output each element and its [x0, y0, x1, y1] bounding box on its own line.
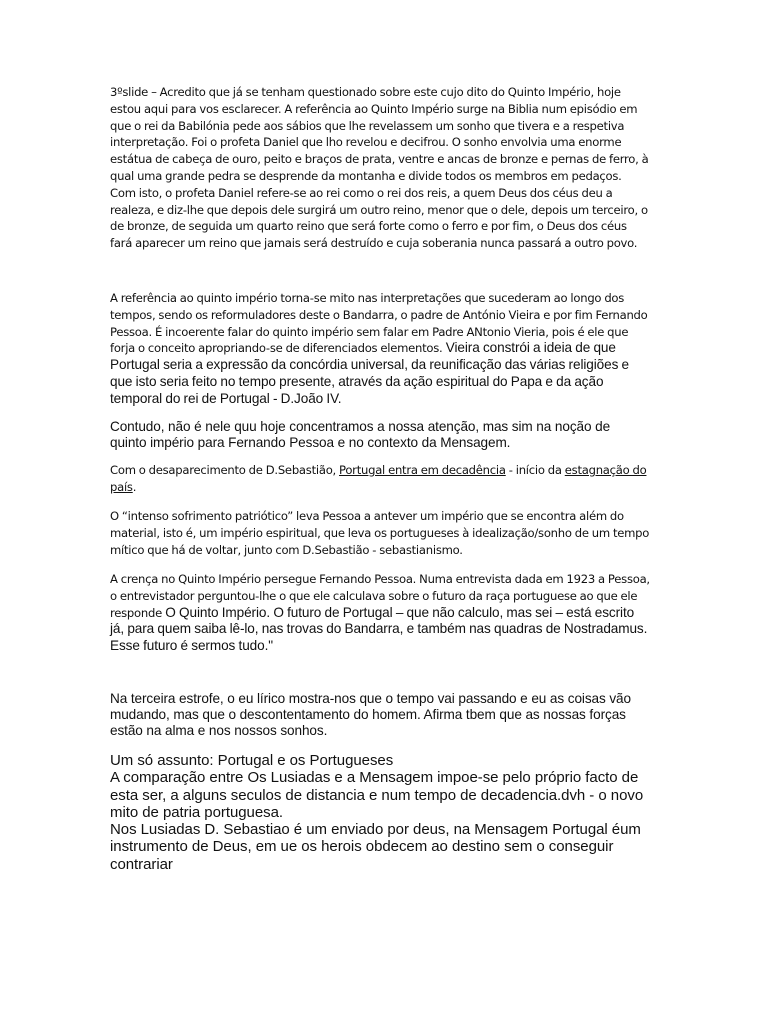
- line-assunto: Um só assunto: Portugal e os Portugueses: [110, 752, 394, 769]
- paragraph-text-calibri: A crença no Quinto Império persegue Fernando Pessoa. Numa entrevista dada em 1923 a Pessoa, o entrevistador perguntou-lhe o que ele calculava sobre o futuro da raça portuguese ao que ele responde: [110, 572, 650, 620]
- paragraph-text: O “intenso sofrimento patriótico” leva Pessoa a antever um império que se encontra além do material, isto é, um império espiritual, que leva os portugueses à idealização/sonho de um tempo mítico que há de voltar, junto com D.Sebastião - sebastianismo.: [110, 509, 650, 557]
- underlined-decadencia: Portugal entra em decadência: [339, 463, 506, 477]
- paragraph-sofrimento-patriotico: [110, 508, 650, 558]
- paragraph-text: Contudo, não é nele quu hoje concentramos a nossa atenção, mas sim na noção de quinto império para Fernando Pessoa e no contexto da Mensagem.: [110, 419, 611, 450]
- paragraph-contudo: [110, 419, 650, 451]
- paragraph-text-arial: O Quinto Império. O futuro de Portugal – que não calculo, mas sei – está escrito já, para quem saiba lê-lo, nas trovas do Bandarra, e também nas quadras de Nostradamus. Esse futuro é sermos tudo.": [110, 604, 648, 654]
- paragraph-text: - início da: [505, 463, 565, 477]
- paragraph-referencia-mito: [110, 290, 650, 408]
- paragraph-crenca-quinto-imperio: [110, 571, 650, 655]
- paragraph-quinto-imperio-biblia: [110, 84, 650, 252]
- paragraph-text: Com o desaparecimento de D.Sebastião,: [110, 463, 340, 477]
- paragraph-desaparecimento: [110, 462, 650, 496]
- underlined-estagnacao: estagnação do país: [110, 463, 647, 494]
- paragraph-um-so-assunto: [110, 752, 650, 873]
- line-lusiadas: Nos Lusiadas D. Sebastiao é um enviado por deus, na Mensagem Portugal éum instrumento de Deus, em ue os herois obdecem ao destino sem o conseguir contrariar: [110, 821, 641, 873]
- line-comparacao: A comparação entre Os Lusiadas e a Mensagem impoe-se pelo próprio facto de esta ser, a alguns seculos de distancia e num tempo de decadencia.dvh - o novo mito de patria portuguesa.: [110, 769, 644, 821]
- paragraph-text-arial: Vieira constrói a ideia de que Portugal seria a expressão da concórdia universal, da reunificação das várias religiões e que isto seria feito no tempo presente, através da ação espiritual do Papa e da ação temporal do rei de Portugal - D.João IV.: [110, 340, 630, 406]
- paragraph-text: .: [132, 479, 137, 494]
- paragraph-text: 3ºslide – Acredito que já se tenham questionado sobre este cujo dito do Quinto Império, hoje estou aqui para vos esclarecer. A referência ao Quinto Império surge na Biblia num episódio em que o rei da Babilónia pede aos sábios que lhe revelassem um sonho que tivera e a respetiva interpretação. Foi o profeta Daniel que lho revelou e decifrou. O sonho envolvia uma enorme estátua de cabeça de ouro, peito e braços de prata, ventre e ancas de bronze e pernas de ferro, à qual uma grande pedra se desprende da montanha e divide todos os membros em pedaços. Com isto, o profeta Daniel refere-se ao rei como o rei dos reis, a quem Deus dos céus deu a realeza, e diz-lhe que depois dele surgirá um outro reino, menor que o dele, depois um terceiro, o de bronze, de seguida um quarto reino que será forte como o ferro e por fim, o Deus dos céus fará aparecer um reino que jamais será destruído e cuja soberania nunca passará a outro povo.: [110, 85, 649, 251]
- paragraph-text-calibri: A referência ao quinto império torna-se mito nas interpretações que sucederam ao longo dos tempos, sendo os reformuladores deste o Bandarra, o padre de António Vieira e por fim Fernando Pessoa. É incoerente falar do quinto império sem falar em Padre ANtonio Vieria, pois é ele que forja o conceito apropriando-se de diferenciados elementos.: [110, 291, 648, 356]
- paragraph-terceira-estrofe: [110, 691, 650, 739]
- paragraph-text: Na terceira estrofe, o eu lírico mostra-nos que o tempo vai passando e eu as coisas vão mudando, mas que o descontentamento do homem. Afirma tbem que as nossas forças estão na alma e nos nossos sonhos.: [110, 691, 631, 738]
